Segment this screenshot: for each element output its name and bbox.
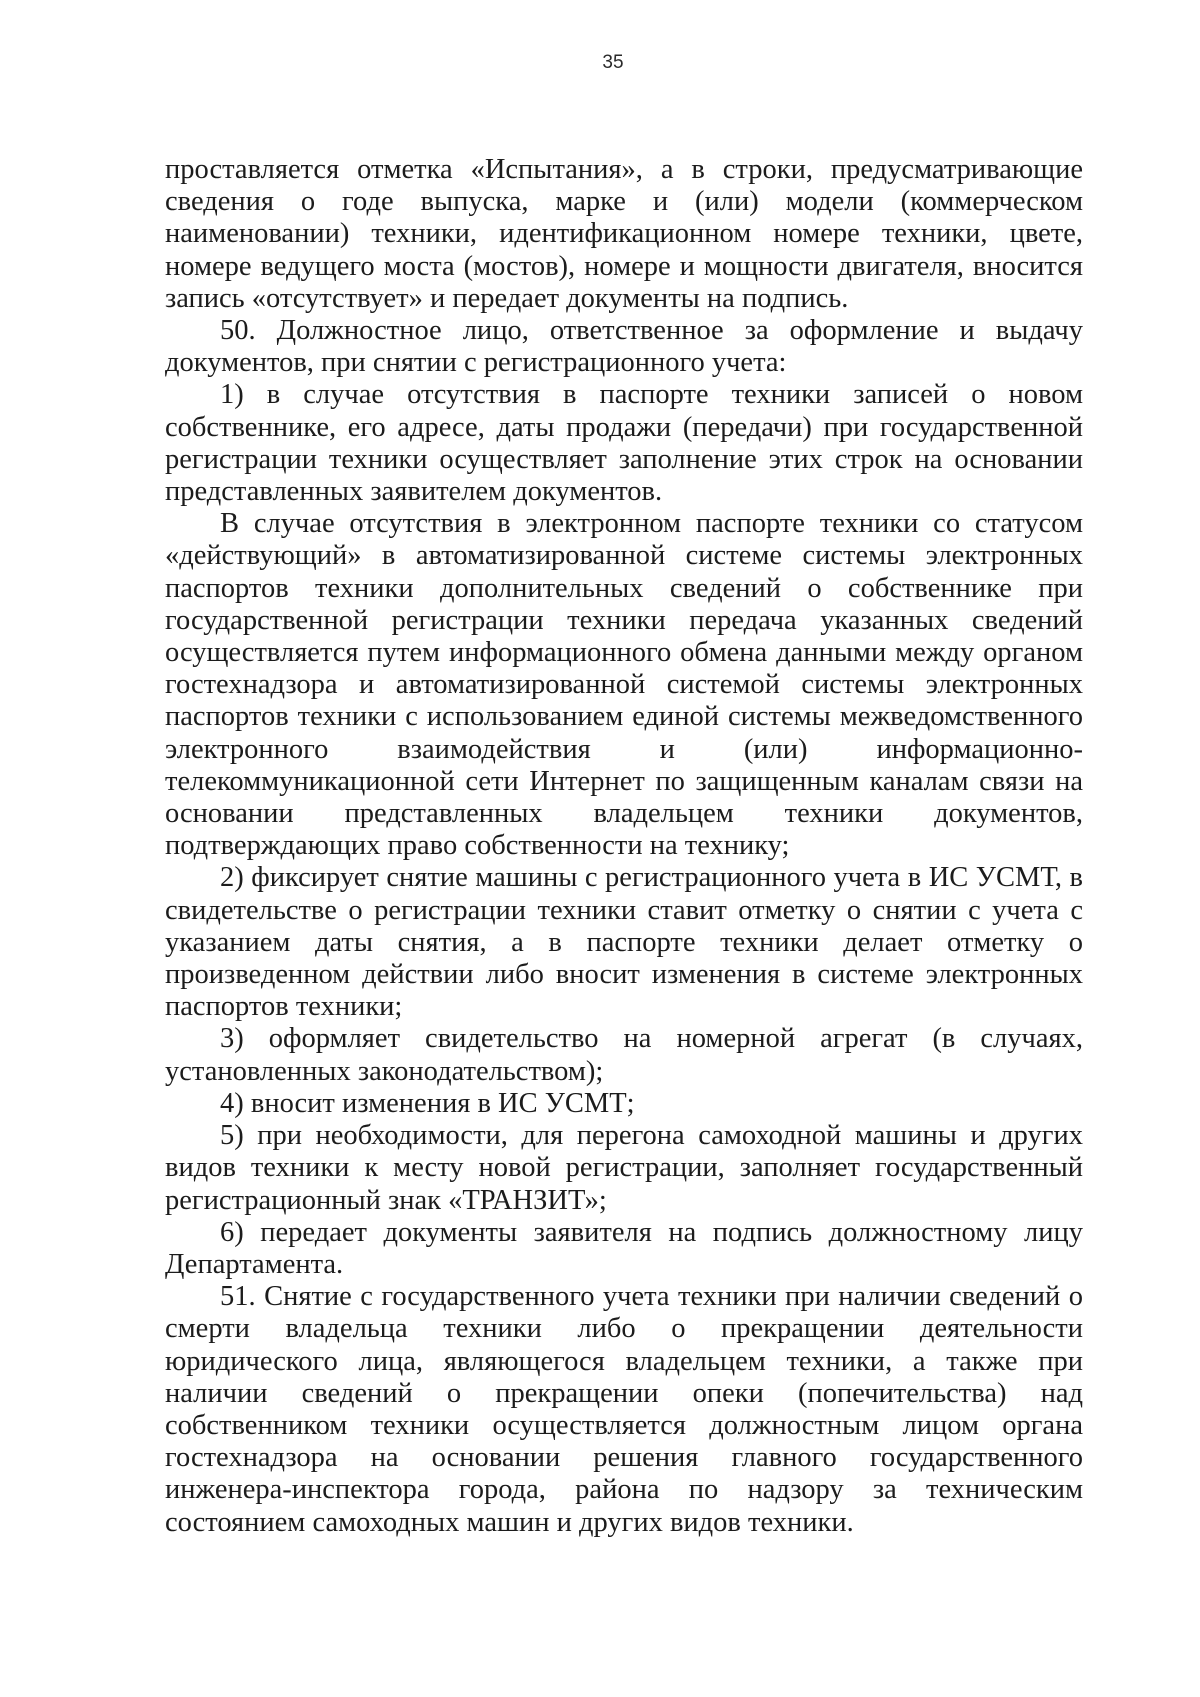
paragraph-subitem-3: 3) оформляет свидетельство на номерной агрегат (в случаях, установленных законодательством); xyxy=(165,1023,1083,1087)
page-number: 35 xyxy=(602,52,624,73)
paragraph-continuation: проставляется отметка «Испытания», а в строки, предусматривающие сведения о годе выпуска, марке и (или) модели (коммерческом наименовании) техники, идентификационном номере техники, цвете, номере ведущего моста (мостов), номере и мощности двигателя, вносится запись «отсутствует» и передает документы на подпись. xyxy=(165,154,1083,314)
paragraph-electronic-passport: В случае отсутствия в электронном паспорте техники со статусом «действующий» в автоматизированной системе системы электронных паспортов техники дополнительных сведений о собственнике при государственной регистрации техники передача указанных сведений осуществляется путем информационного обмена данными между органом гостехнадзора и автоматизированной системой системы электронных паспортов техники с использованием единой системы межведомственного электронного взаимодействия и (или) информационно-телекоммуникационной сети Интернет по защищенным каналам связи на основании представленных владельцем техники документов, подтверждающих право собственности на технику; xyxy=(165,508,1083,862)
paragraph-subitem-1: 1) в случае отсутствия в паспорте техники записей о новом собственнике, его адресе, даты продажи (передачи) при государственной регистрации техники осуществляет заполнение этих строк на основании представленных заявителем документов. xyxy=(165,379,1083,508)
paragraph-subitem-4: 4) вносит изменения в ИС УСМТ; xyxy=(220,1087,635,1119)
paragraph-subitem-2: 2) фиксирует снятие машины с регистрационного учета в ИС УСМТ, в свидетельстве о регистрации техники ставит отметку о снятии с учета с указанием даты снятия, а в паспорте техники делает отметку о произведенном действии либо вносит изменения в системе электронных паспортов техники; xyxy=(165,862,1083,1023)
paragraph-subitem-5: 5) при необходимости, для перегона самоходной машины и других видов техники к месту новой регистрации, заполняет государственный регистрационный знак «ТРАНЗИТ»; xyxy=(165,1120,1083,1216)
document-body xyxy=(165,154,1083,1539)
paragraph-item-50: 50. Должностное лицо, ответственное за оформление и выдачу документов, при снятии с регистрационного учета: xyxy=(165,315,1083,379)
paragraph-item-51: 51. Снятие с государственного учета техники при наличии сведений о смерти владельца техники либо о прекращении деятельности юридического лица, являющегося владельцем техники, а также при наличии сведений о прекращении опеки (попечительства) над собственником техники осуществляется должностным лицом органа гостехнадзора на основании решения главного государственного инженера-инспектора города, района по надзору за техническим состоянием самоходных машин и других видов техники. xyxy=(165,1281,1083,1538)
paragraph-subitem-6: 6) передает документы заявителя на подпись должностному лицу Департамента. xyxy=(165,1216,1083,1280)
